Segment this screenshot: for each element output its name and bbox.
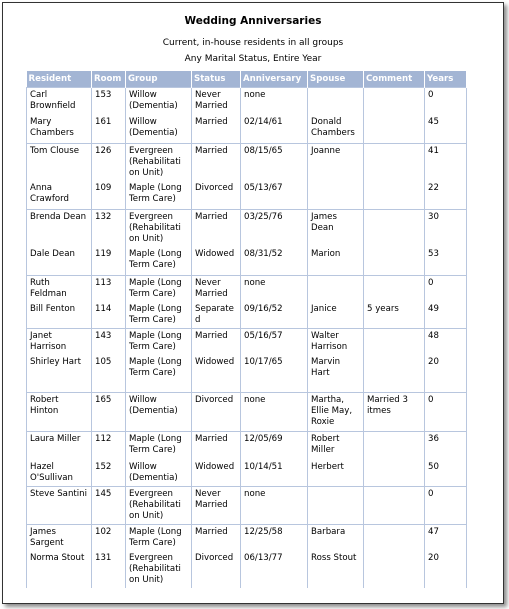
cell-room: 152 [92, 460, 126, 487]
cell-comment [364, 115, 425, 144]
cell-years: 49 [425, 302, 467, 329]
cell-group: Maple (Long Term Care) [126, 432, 192, 461]
cell-resident: Hazel O'Sullivan [27, 460, 92, 487]
cell-resident: Anna Crawford [27, 181, 92, 210]
table-header-row [27, 71, 467, 88]
cell-status: Widowed [192, 460, 241, 487]
cell-spouse [308, 276, 364, 303]
table-row [27, 551, 467, 588]
cell-anniversary: none [241, 88, 308, 116]
cell-status: Never Married [192, 487, 241, 525]
cell-status: Divorced [192, 181, 241, 210]
cell-anniversary: none [241, 487, 308, 525]
cell-group: Willow (Dementia) [126, 460, 192, 487]
report-page [2, 2, 504, 604]
header-spouse: Spouse [308, 71, 364, 88]
cell-room: 113 [92, 276, 126, 303]
cell-years: 22 [425, 181, 467, 210]
cell-comment [364, 210, 425, 248]
cell-spouse: Marvin Hart [308, 355, 364, 393]
cell-comment [364, 525, 425, 552]
cell-room: 165 [92, 393, 126, 432]
anniversary-table [26, 71, 467, 588]
cell-room: 109 [92, 181, 126, 210]
cell-anniversary: 10/17/65 [241, 355, 308, 393]
cell-spouse [308, 181, 364, 210]
cell-years: 36 [425, 432, 467, 461]
table-row [27, 302, 467, 329]
cell-spouse [308, 88, 364, 116]
cell-resident: Tom Clouse [27, 144, 92, 182]
cell-group: Willow (Dementia) [126, 393, 192, 432]
cell-spouse: Herbert [308, 460, 364, 487]
cell-group: Evergreen (Rehabilitati on Unit) [126, 551, 192, 588]
cell-resident: Brenda Dean [27, 210, 92, 248]
cell-anniversary: 10/14/51 [241, 460, 308, 487]
cell-room: 102 [92, 525, 126, 552]
header-resident: Resident [27, 71, 92, 88]
cell-comment [364, 432, 425, 461]
cell-comment [364, 551, 425, 588]
cell-group: Evergreen (Rehabilitati on Unit) [126, 487, 192, 525]
cell-group: Maple (Long Term Care) [126, 181, 192, 210]
cell-group: Maple (Long Term Care) [126, 247, 192, 276]
report-subtitle-scope: Current, in-house residents in all groups [162, 38, 344, 48]
cell-years: 0 [425, 393, 467, 432]
cell-group: Evergreen (Rehabilitati on Unit) [126, 144, 192, 182]
cell-room: 161 [92, 115, 126, 144]
cell-status: Widowed [192, 355, 241, 393]
table-row [27, 525, 467, 552]
cell-years: 20 [425, 355, 467, 393]
cell-status: Married [192, 144, 241, 182]
cell-years: 30 [425, 210, 467, 248]
cell-status: Divorced [192, 551, 241, 588]
cell-comment [364, 460, 425, 487]
cell-years: 45 [425, 115, 467, 144]
cell-resident: Dale Dean [27, 247, 92, 276]
cell-status: Widowed [192, 247, 241, 276]
cell-room: 132 [92, 210, 126, 248]
cell-spouse [308, 487, 364, 525]
table-row [27, 144, 467, 182]
cell-anniversary: 08/15/65 [241, 144, 308, 182]
cell-status: Separate d [192, 302, 241, 329]
cell-spouse: Donald Chambers [308, 115, 364, 144]
cell-status: Never Married [192, 88, 241, 116]
header-group: Group [126, 71, 192, 88]
cell-anniversary: 03/25/76 [241, 210, 308, 248]
table-row [27, 276, 467, 303]
cell-years: 0 [425, 487, 467, 525]
cell-anniversary: 12/05/69 [241, 432, 308, 461]
cell-spouse: Ross Stout [308, 551, 364, 588]
cell-resident: Robert Hinton [27, 393, 92, 432]
table-row [27, 432, 467, 461]
cell-years: 20 [425, 551, 467, 588]
header-room: Room [92, 71, 126, 88]
cell-status: Married [192, 329, 241, 356]
table-row [27, 181, 467, 210]
cell-anniversary: 06/13/77 [241, 551, 308, 588]
cell-spouse: Robert Miller [308, 432, 364, 461]
cell-comment [364, 88, 425, 116]
cell-resident: Shirley Hart [27, 355, 92, 393]
cell-room: 131 [92, 551, 126, 588]
report-title: Wedding Anniversaries [184, 15, 322, 27]
table-row [27, 487, 467, 525]
cell-room: 112 [92, 432, 126, 461]
cell-room: 153 [92, 88, 126, 116]
cell-anniversary: 02/14/61 [241, 115, 308, 144]
cell-comment [364, 247, 425, 276]
cell-resident: Ruth Feldman [27, 276, 92, 303]
cell-comment [364, 487, 425, 525]
cell-anniversary: 12/25/58 [241, 525, 308, 552]
cell-anniversary: 05/13/67 [241, 181, 308, 210]
table-row [27, 210, 467, 248]
cell-group: Evergreen (Rehabilitati on Unit) [126, 210, 192, 248]
header-comment: Comment [364, 71, 425, 88]
cell-comment: Married 3 itmes [364, 393, 425, 432]
cell-years: 0 [425, 276, 467, 303]
cell-group: Maple (Long Term Care) [126, 302, 192, 329]
cell-years: 48 [425, 329, 467, 356]
table-row [27, 115, 467, 144]
cell-room: 126 [92, 144, 126, 182]
header-anniversary: Anniversary [241, 71, 308, 88]
cell-comment: 5 years [364, 302, 425, 329]
cell-years: 50 [425, 460, 467, 487]
cell-group: Maple (Long Term Care) [126, 525, 192, 552]
cell-room: 143 [92, 329, 126, 356]
cell-resident: Janet Harrison [27, 329, 92, 356]
report-subtitle-filter: Any Marital Status, Entire Year [184, 54, 322, 64]
cell-resident: Bill Fenton [27, 302, 92, 329]
cell-status: Divorced [192, 393, 241, 432]
cell-years: 53 [425, 247, 467, 276]
cell-room: 114 [92, 302, 126, 329]
cell-status: Married [192, 115, 241, 144]
table-row [27, 460, 467, 487]
cell-spouse: Barbara [308, 525, 364, 552]
table-row [27, 88, 467, 116]
cell-status: Married [192, 525, 241, 552]
cell-years: 41 [425, 144, 467, 182]
cell-resident: Steve Santini [27, 487, 92, 525]
cell-resident: Mary Chambers [27, 115, 92, 144]
cell-group: Willow (Dementia) [126, 88, 192, 116]
cell-spouse: Janice [308, 302, 364, 329]
cell-group: Maple (Long Term Care) [126, 329, 192, 356]
cell-group: Willow (Dementia) [126, 115, 192, 144]
cell-spouse: Martha, Ellie May, Roxie [308, 393, 364, 432]
table-body [27, 88, 467, 589]
cell-spouse: Walter Harrison [308, 329, 364, 356]
cell-comment [364, 355, 425, 393]
table-row [27, 329, 467, 356]
cell-comment [364, 276, 425, 303]
cell-spouse: Marion [308, 247, 364, 276]
table-row [27, 355, 467, 393]
cell-comment [364, 144, 425, 182]
cell-room: 145 [92, 487, 126, 525]
cell-resident: Carl Brownfield [27, 88, 92, 116]
cell-status: Married [192, 432, 241, 461]
cell-room: 105 [92, 355, 126, 393]
cell-anniversary: 09/16/52 [241, 302, 308, 329]
cell-group: Maple (Long Term Care) [126, 276, 192, 303]
cell-resident: Norma Stout [27, 551, 92, 588]
table-row [27, 393, 467, 432]
cell-comment [364, 181, 425, 210]
cell-status: Never Married [192, 276, 241, 303]
cell-anniversary: 08/31/52 [241, 247, 308, 276]
cell-anniversary: 05/16/57 [241, 329, 308, 356]
cell-status: Married [192, 210, 241, 248]
cell-resident: James Sargent [27, 525, 92, 552]
cell-years: 0 [425, 88, 467, 116]
cell-anniversary: none [241, 393, 308, 432]
cell-room: 119 [92, 247, 126, 276]
cell-anniversary: none [241, 276, 308, 303]
cell-years: 47 [425, 525, 467, 552]
table-row [27, 247, 467, 276]
cell-spouse: Joanne [308, 144, 364, 182]
cell-resident: Laura Miller [27, 432, 92, 461]
cell-comment [364, 329, 425, 356]
header-years: Years [425, 71, 467, 88]
header-status: Status [192, 71, 241, 88]
cell-spouse: James Dean [308, 210, 364, 248]
cell-group: Maple (Long Term Care) [126, 355, 192, 393]
